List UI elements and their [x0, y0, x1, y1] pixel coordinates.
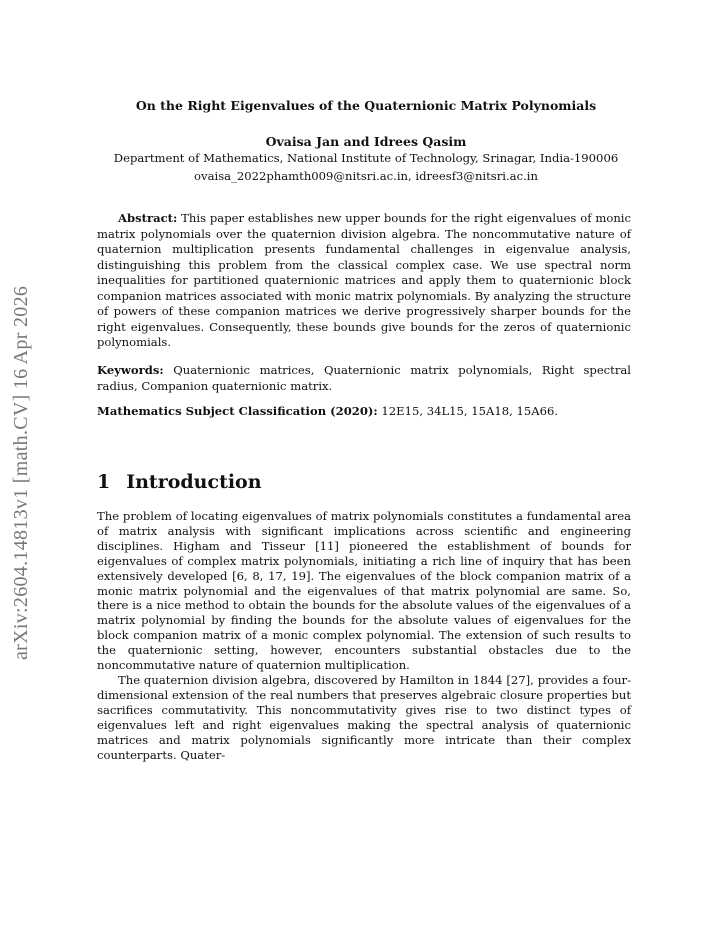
keywords-text: Quaternionic matrices, Quaternionic matrix polynomials, Right spectral radius, Companion quaternionic matrix.	[97, 363, 631, 393]
abstract	[97, 211, 631, 351]
paper-authors: Ovaisa Jan and Idrees Qasim	[265, 134, 467, 149]
section-title: Introduction	[126, 471, 262, 493]
msc-codes: 12E15, 34L15, 15A18, 15A66.	[381, 404, 559, 418]
paper-title: On the Right Eigenvalues of the Quaternionic Matrix Polynomials	[135, 98, 597, 113]
author-affiliation: Department of Mathematics, National Institute of Technology, Srinagar, India-190006	[113, 151, 619, 165]
introduction-body	[97, 509, 631, 762]
keywords	[97, 363, 631, 394]
intro-paragraph: The quaternion division algebra, discovered by Hamilton in 1844 [27], provides a four-dimensional extension of the real numbers that preserves algebraic closure properties but sacrifices commutativity. This noncommutativity gives rise to two distinct types of eigenvalues left and right eigenvalues making the spectral analysis of quaternionic matrices and matrix polynomials significantly more intricate than their complex counterparts. Quater-	[97, 672, 631, 762]
arxiv-identifier[interactable]: arXiv:2604.14813v1 [math.CV] 16 Apr 2026	[10, 285, 32, 660]
msc-classification	[97, 404, 631, 420]
section-heading	[97, 471, 262, 493]
section-number: 1	[97, 471, 111, 493]
msc-label: Mathematics Subject Classification (2020):	[97, 404, 378, 418]
abstract-text: This paper establishes new upper bounds for the right eigenvalues of monic matrix polynomials over the quaternion division algebra. The noncommutative nature of quaternion multiplication presents fundamental challenges in eigenvalue analysis, distinguishing this problem from the classical complex case. We use spectral norm inequalities for partitioned quaternionic matrices and apply them to quaternionic block companion matrices associated with monic matrix polynomials. By analyzing the structure of powers of these companion matrices we derive progressively sharper bounds for the right eigenvalues. Consequently, these bounds give bounds for the zeros of quaternionic polynomials.	[97, 211, 631, 349]
abstract-label: Abstract:	[118, 211, 178, 225]
intro-paragraph: The problem of locating eigenvalues of matrix polynomials constitutes a fundamental area of matrix analysis with significant implications across scientific and engineering disciplines. Higham and Tisseur [11] pioneered the establishment of bounds for eigenvalues of complex matrix polynomials, initiating a rich line of inquiry that has been extensively developed [6, 8, 17, 19]. The eigenvalues of the block companion matrix of a monic matrix polynomial and the eigenvalues of that matrix polynomial are same. So, there is a nice method to obtain the bounds for the absolute values of the eigenvalues of a matrix polynomial by finding the bounds for the absolute values of eigenvalues for the block companion matrix of a monic complex polynomial. The extension of such results to the quaternionic setting, however, encounters substantial obstacles due to the noncommutative nature of quaternion multiplication.	[97, 509, 631, 673]
author-emails[interactable]: ovaisa_2022phamth009@nitsri.ac.in, idreesf3@nitsri.ac.in	[194, 169, 538, 183]
keywords-label: Keywords:	[97, 363, 164, 377]
